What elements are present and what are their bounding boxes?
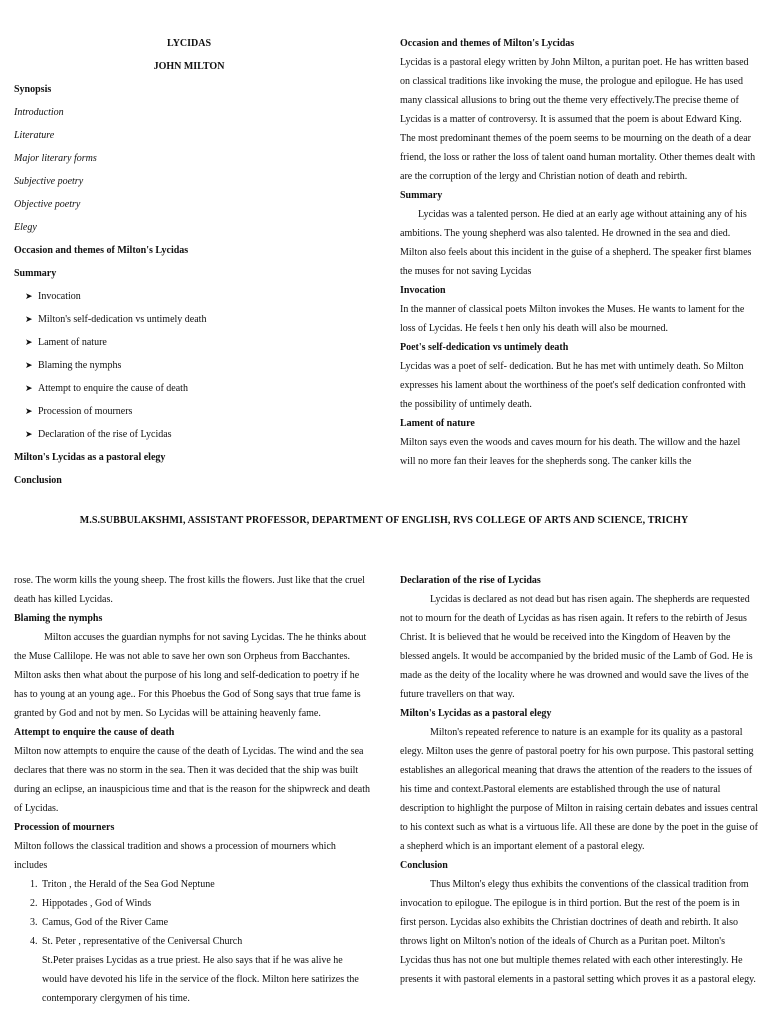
lament-paragraph: Milton says even the woods and caves mourn for his death. The willow and the hazel will no more fan their leaves for the shepherds song. The canker kills the: [400, 437, 741, 467]
summary-heading: Summary: [400, 190, 443, 201]
synopsis-item: Objective poetry: [14, 199, 81, 210]
list-item: ➤ Blaming the nymphs: [14, 356, 374, 375]
synopsis-item: Literature: [14, 130, 55, 141]
lament-continued-paragraph: rose. The worm kills the young sheep. The frost kills the flowers. Just like that the cruel death has killed Lycidas.: [14, 575, 365, 605]
arrow-bullet-icon: ➤: [25, 429, 33, 439]
nymphs-paragraph: Milton accuses the guardian nymphs for not saving Lycidas. The he thinks about the Muse Callilope. He was not able to save her own son Orpheus from Bacchantes. Milton asks then what about the purpose of his long and self-dedication to poetry if he has to young at an young age.. For this Phoebus the God of Song says that true fame is granted by God and not by men. So Lycidas will be attaining heavenly fame.: [14, 632, 367, 719]
list-item: ➤ Attempt to enquire the cause of death: [14, 379, 374, 398]
cause-heading: Attempt to enquire the cause of death: [14, 727, 175, 738]
pastoral-heading: Milton's Lycidas as a pastoral elegy: [400, 708, 552, 719]
lament-heading: Lament of nature: [400, 418, 475, 429]
page1-right-column: [400, 34, 758, 471]
occasion-heading: Occasion and themes of Milton's Lycidas: [400, 38, 575, 49]
arrow-bullet-icon: ➤: [25, 360, 33, 370]
st-peter-paragraph: St.Peter praises Lycidas as a true priest. He also says that if he was alive he would have devoted his life in the service of the flock. Milton here satirizes the contemporary clergymen of his time.: [42, 955, 359, 1004]
list-item: ➤ Milton's self-dedication vs untimely death: [14, 310, 374, 329]
mourners-list: [14, 875, 370, 951]
document-title: LYCIDAS: [166, 38, 212, 49]
conclusion-heading: Conclusion: [400, 860, 448, 871]
page1-left-column: [14, 34, 374, 490]
list-item: ➤ Procession of mourners: [14, 402, 374, 421]
list-item: 1. Triton , the Herald of the Sea God Neptune: [30, 879, 215, 890]
list-item: ➤ Invocation: [14, 287, 374, 306]
list-item: ➤ Lament of nature: [14, 333, 374, 352]
procession-heading: Procession of mourners: [14, 822, 115, 833]
list-item: 2. Hippotades , God of Winds: [30, 898, 152, 909]
occasion-outline-heading: Occasion and themes of Milton's Lycidas: [14, 245, 189, 256]
page2-left-column: [14, 571, 370, 1008]
cause-paragraph: Milton now attempts to enquire the cause of the death of Lycidas. The wind and the sea declares that there was no storm in the sea. Then it was decided that the ship was built during an eclipse, an inauspicious time and that is the reason for the shipwreck and death of Lycidas.: [14, 746, 371, 814]
synopsis-item: Introduction: [14, 107, 64, 118]
summary-outline-list: [14, 287, 374, 444]
arrow-bullet-icon: ➤: [25, 383, 33, 393]
arrow-bullet-icon: ➤: [25, 337, 33, 347]
summary-outline-heading: Summary: [14, 268, 57, 279]
synopsis-item: Elegy: [14, 222, 37, 233]
list-item: 3. Camus, God of the River Came: [30, 917, 169, 928]
pastoral-paragraph: Milton's repeated reference to nature is an example for its quality as a pastoral elegy. Milton uses the genre of pastoral poetry for his own purpose. This pastoral setting establishes an allegorical meaning that draws the attention of the readers to the issues of his time and context.Pastoral elements are established through the use of natural description to highlight the purpose of Milton in raising certain debates and issues central to his context such as what is a virtuous life. All these are done by the poet in the guise of a shepherd which is an important element of a pastoral elegy.: [400, 727, 758, 852]
synopsis-heading: Synopsis: [14, 84, 52, 95]
dedication-heading: Poet's self-dedication vs untimely death: [400, 342, 569, 353]
document-author: JOHN MILTON: [153, 61, 225, 72]
conclusion-paragraph: Thus Milton's elegy thus exhibits the conventions of the classical tradition from invocation to epilogue. The epilogue is in third portion. But the rest of the poem is in first person. Lycidas also exhibits the Christian doctrines of death and rebirth. It also throws light on Milton's notion of the ideals of Church as a Puritan poet. Milton's Lycidas thus has not one but multiple themes related with each other interestingly. He presents it with pastoral elements in a pastoral setting which proves it as a pastoral elegy.: [400, 879, 756, 985]
arrow-bullet-icon: ➤: [25, 314, 33, 324]
summary-paragraph: Lycidas was a talented person. He died at an early age without attaining any of his ambitions. The young shepherd was also talented. He drowned in the sea and died. Milton also feels about this incident in the guise of a shepherd. The speaker first blames the muses for not saving Lycidas: [400, 209, 752, 277]
invocation-paragraph: In the manner of classical poets Milton invokes the Muses. He wants to lament for the loss of Lycidas. He feels t hen only his death will also be mourned.: [400, 304, 745, 334]
procession-paragraph: Milton follows the classical tradition and shows a procession of mourners which includes: [14, 841, 336, 871]
invocation-heading: Invocation: [400, 285, 446, 296]
synopsis-item: Subjective poetry: [14, 176, 84, 187]
page2-right-column: [400, 571, 758, 989]
dedication-paragraph: Lycidas was a poet of self- dedication. But he has met with untimely death. So Milton expresses his lament about the worthiness of the poet's self dedication confronted with the possibility of untimely death.: [400, 361, 746, 410]
nymphs-heading: Blaming the nymphs: [14, 613, 103, 624]
rise-heading: Declaration of the rise of Lycidas: [400, 575, 541, 586]
list-item: ➤ Declaration of the rise of Lycidas: [14, 425, 374, 444]
synopsis-item: Major literary forms: [14, 153, 97, 164]
pastoral-outline-heading: Milton's Lycidas as a pastoral elegy: [14, 452, 166, 463]
arrow-bullet-icon: ➤: [25, 291, 33, 301]
occasion-paragraph: Lycidas is a pastoral elegy written by John Milton, a puritan poet. He has written based on classical traditions like invoking the muse, the prologue and epilogue. He has used many classical allusions to bring out the theme very effectively.The precise theme of Lycidas is a matter of controversy. It is assumed that the poem is about Edward King. The most predominant themes of the poem seems to be mourning on the death of a dear friend, the loss or rather the loss of talent oand human mortality. Other themes dealt with are the corruption of the lergy and Christian notion of death and rebirth.: [400, 57, 756, 182]
page-footer: M.S.SUBBULAKSHMI, ASSISTANT PROFESSOR, DEPARTMENT OF ENGLISH, RVS COLLEGE OF ARTS AND SCIENCE, TRICHY: [79, 515, 689, 526]
list-item: 4. St. Peter , representative of the Ceniversal Church: [30, 936, 243, 947]
rise-paragraph: Lycidas is declared as not dead but has risen again. The shepherds are requested not to mourn for the death of Lycidas as has risen again. It refers to the rebirth of Jesus Christ. It is believed that he would be received into the Kingdom of Heaven by the blessed angels. It would be accompanied by the brided music of the Lamb of God. He is made as the deity of the locality where he was drowned and would save the lives of the future travellers on that way.: [400, 594, 753, 700]
arrow-bullet-icon: ➤: [25, 406, 33, 416]
conclusion-outline-heading: Conclusion: [14, 475, 62, 486]
